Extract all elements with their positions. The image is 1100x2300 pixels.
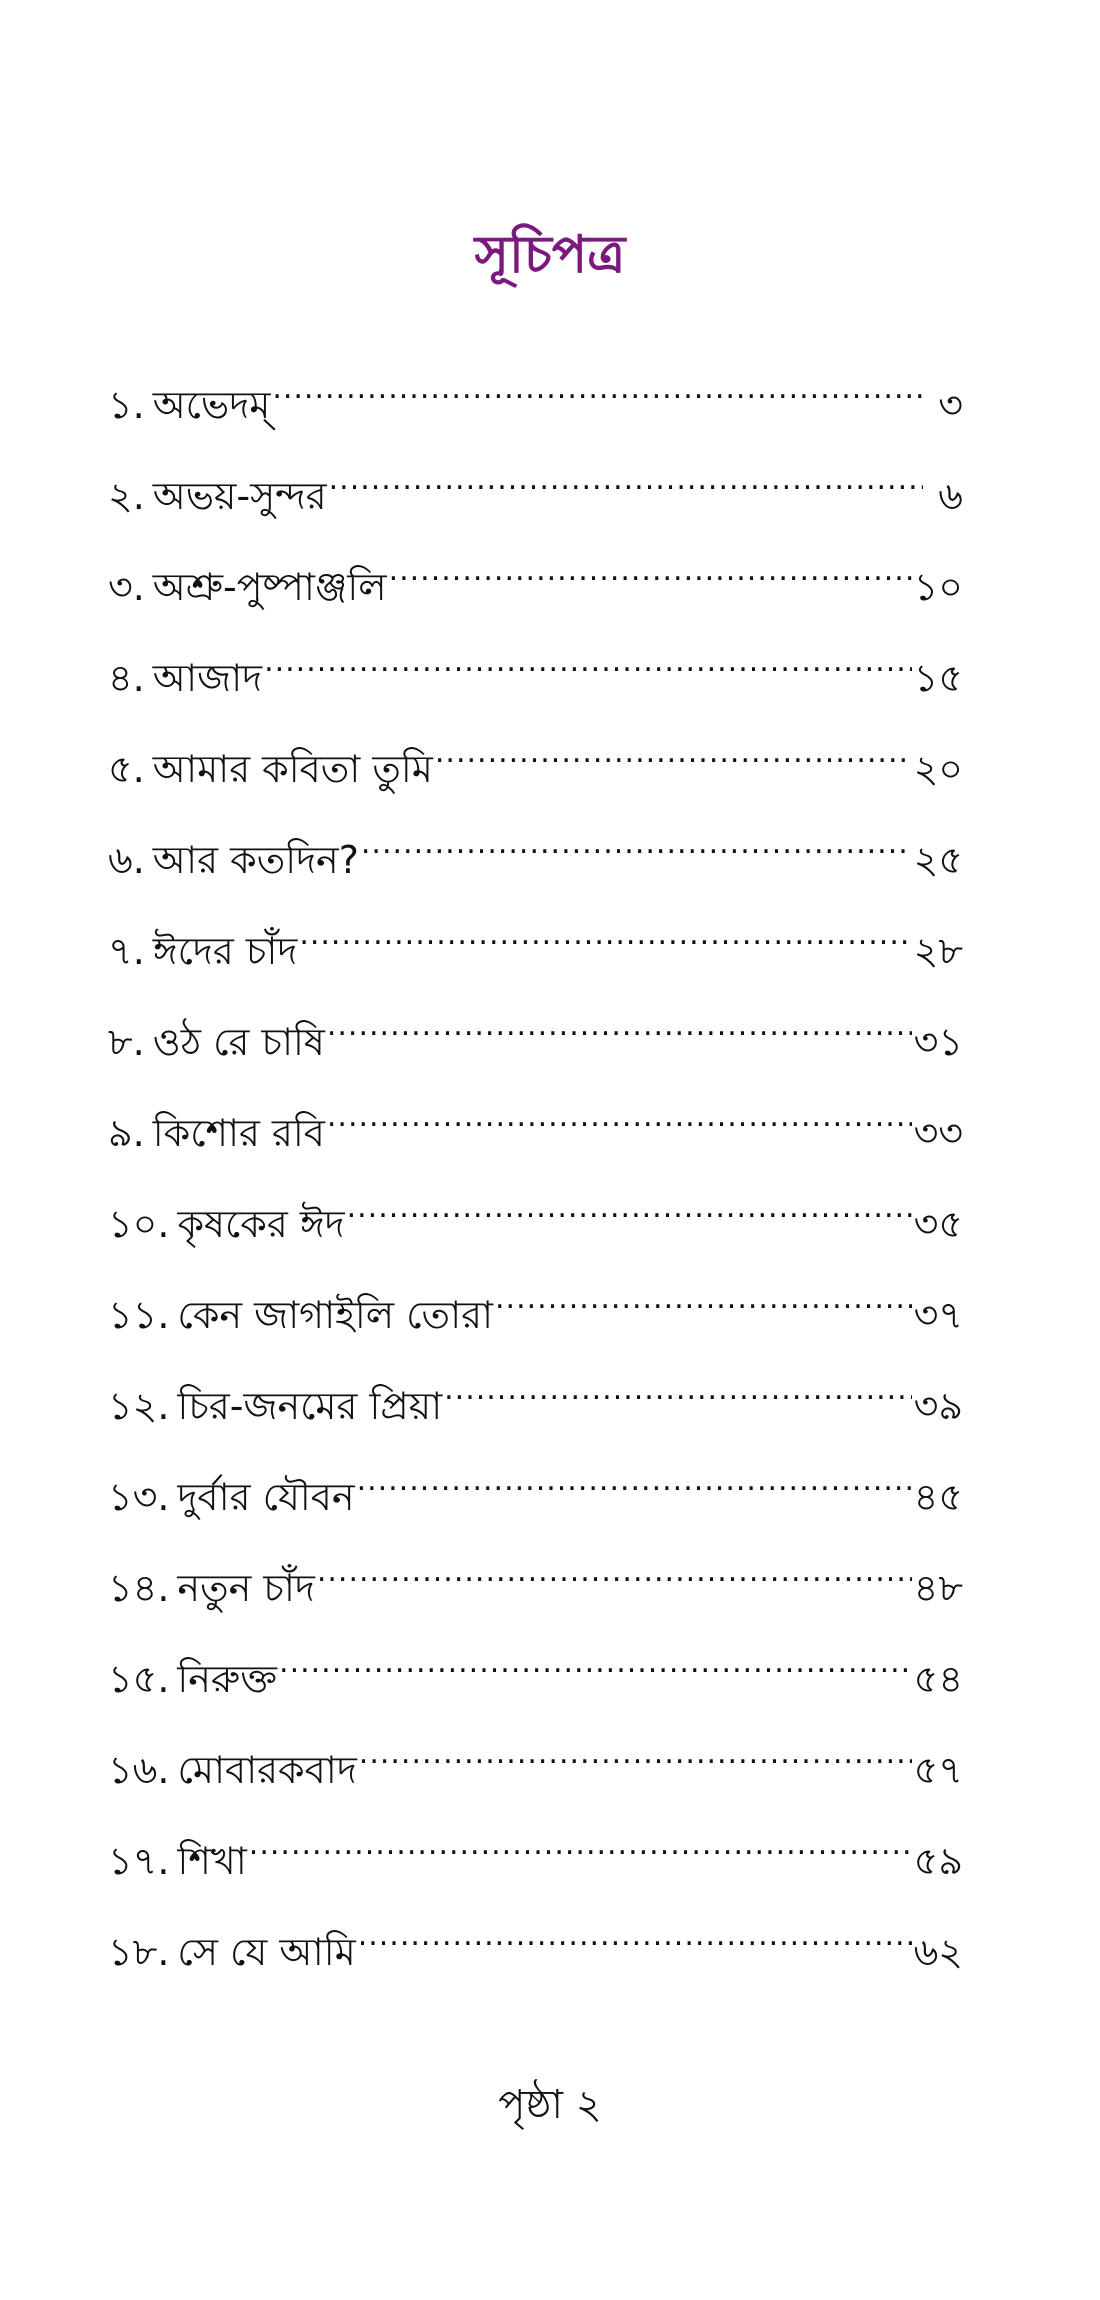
dot-leader (249, 1814, 912, 1874)
toc-entry (108, 995, 963, 1086)
dot-leader (329, 449, 923, 509)
toc-entry-number: ১৭. (108, 1839, 170, 1883)
dot-leader (444, 1359, 912, 1419)
dot-leader (435, 722, 912, 782)
dot-leader (279, 1632, 912, 1692)
toc-entry-page: ১০ (913, 565, 963, 609)
toc-entry-title: দুর্বার যৌবন (177, 1475, 355, 1519)
toc-entry-number: ১৫. (108, 1657, 170, 1701)
toc-entry-page: ১৫ (913, 656, 963, 700)
toc-entry-number: ৭. (108, 929, 145, 973)
toc-entry-page: ৬২ (913, 1930, 963, 1974)
toc-entry-number: ১৬. (108, 1748, 170, 1792)
toc-entry-page: ৫৯ (913, 1839, 963, 1883)
toc-entry-page: ৩৯ (913, 1384, 963, 1428)
toc-entry-number: ১৪. (108, 1566, 170, 1610)
dot-leader (361, 813, 912, 873)
toc-entry-page: ৫৪ (913, 1657, 963, 1701)
toc-entry (108, 1632, 963, 1723)
dot-leader (495, 1268, 912, 1328)
toc-entry-title: নিরুক্ত (177, 1657, 278, 1701)
toc-entry (108, 358, 963, 449)
toc-entry-page: ৩ (938, 383, 963, 427)
toc-entry-page: ২৫ (913, 838, 963, 882)
toc-entry-page: ৪৮ (913, 1566, 963, 1610)
toc-entry (108, 813, 963, 904)
dot-leader (389, 540, 912, 600)
toc-entry-title: আজাদ (152, 656, 263, 700)
dot-leader (357, 1450, 912, 1510)
toc-entry (108, 631, 963, 722)
table-of-contents (108, 358, 963, 1996)
toc-entry-title: মোবারকবাদ (177, 1748, 357, 1792)
toc-entry-page: ২৮ (913, 929, 963, 973)
toc-entry-title: শিখা (177, 1839, 247, 1883)
toc-entry-page: ৪৫ (913, 1475, 963, 1519)
dot-leader (359, 1723, 912, 1783)
toc-entry (108, 1905, 963, 1996)
toc-entry-page: ৩৭ (913, 1293, 963, 1337)
toc-entry (108, 904, 963, 995)
toc-entry-title: অভয়-সুন্দর (152, 474, 327, 518)
toc-entry-title: ঈদের চাঁদ (152, 929, 298, 973)
toc-entry-number: ১৩. (108, 1475, 170, 1519)
toc-entry (108, 722, 963, 813)
toc-entry-number: ৮. (108, 1020, 145, 1064)
toc-entry-number: ১১. (108, 1293, 170, 1337)
toc-entry-number: ১২. (108, 1384, 170, 1428)
toc-entry-page: ৩৫ (913, 1202, 963, 1246)
toc-entry (108, 1541, 963, 1632)
dot-leader (264, 631, 912, 691)
toc-entry (108, 1177, 963, 1268)
toc-entry-number: ৩. (108, 565, 145, 609)
toc-entry-title: সে যে আমি (177, 1930, 356, 1974)
page-title: সূচিপত্র (474, 225, 626, 285)
toc-entry-title: কিশোর রবি (152, 1111, 325, 1155)
toc-entry (108, 449, 963, 540)
toc-entry (108, 1723, 963, 1814)
toc-entry-number: ২. (108, 474, 145, 518)
toc-entry-number: ১৮. (108, 1930, 170, 1974)
toc-entry (108, 540, 963, 631)
toc-entry-title: নতুন চাঁদ (177, 1566, 315, 1610)
toc-entry-number: ১. (108, 383, 145, 427)
toc-entry-title: চির-জনমের প্রিয়া (177, 1384, 443, 1428)
toc-entry-number: ৬. (108, 838, 145, 882)
toc-entry-title: অভেদম্ (152, 383, 271, 427)
toc-entry (108, 1814, 963, 1905)
toc-entry (108, 1359, 963, 1450)
toc-entry-page: ৩১ (913, 1020, 963, 1064)
toc-entry-title: ওঠ রে চাষি (152, 1020, 325, 1064)
dot-leader (358, 1905, 912, 1965)
toc-entry-number: ৪. (108, 656, 145, 700)
dot-leader (317, 1541, 912, 1601)
toc-entry-number: ৫. (108, 747, 145, 791)
dot-leader (299, 904, 911, 964)
toc-entry (108, 1450, 963, 1541)
toc-entry (108, 1268, 963, 1359)
dot-leader (327, 1086, 912, 1146)
toc-entry-title: আমার কবিতা তুমি (152, 747, 433, 791)
dot-leader (327, 995, 912, 1055)
page-number-footer: পৃষ্ঠা ২ (498, 2082, 602, 2128)
toc-entry-title: আর কতদিন? (152, 838, 359, 882)
toc-entry-title: কৃষকের ঈদ (177, 1202, 345, 1246)
toc-entry-page: ৩৩ (913, 1111, 963, 1155)
toc-entry-page: ২০ (913, 747, 963, 791)
dot-leader (347, 1177, 912, 1237)
toc-entry-number: ৯. (108, 1111, 145, 1155)
toc-entry-title: অশ্রু-পুষ্পাঞ্জলি (152, 565, 387, 609)
toc-entry-number: ১০. (108, 1202, 170, 1246)
toc-entry-page: ৫৭ (913, 1748, 963, 1792)
toc-entry-page: ৬ (938, 474, 963, 518)
dot-leader (272, 358, 923, 418)
toc-entry-title: কেন জাগাইলি তোরা (177, 1293, 494, 1337)
toc-entry (108, 1086, 963, 1177)
